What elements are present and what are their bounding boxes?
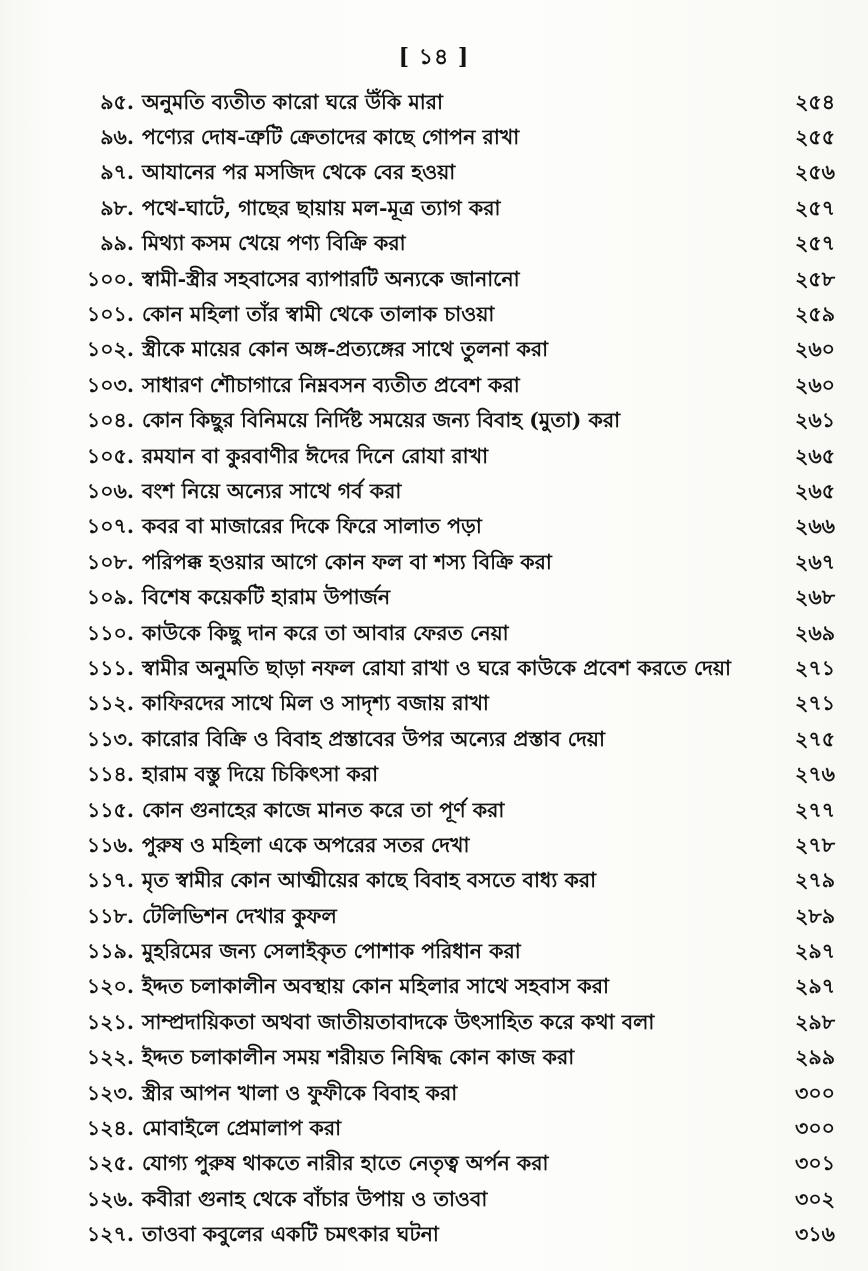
toc-entry-number: ১১২. <box>86 691 134 716</box>
toc-entry-number: ১২৬. <box>86 1186 134 1211</box>
toc-entry <box>60 581 835 616</box>
toc-entry-page: ২৬৫ <box>795 478 835 503</box>
toc-entry <box>60 334 835 369</box>
toc-entry-number: ১২২. <box>86 1045 134 1070</box>
toc-entry <box>60 228 835 263</box>
toc-entry-number: ১০০. <box>86 266 134 291</box>
toc-entry <box>60 157 835 192</box>
toc-entry-page: ২৯৭ <box>795 939 835 964</box>
toc-entry-page: ২৮৯ <box>795 903 835 928</box>
toc-entry-number: ১০২. <box>86 337 134 362</box>
toc-entry-title: কাউকে কিছু দান করে তা আবার ফেরত নেয়া <box>142 620 509 645</box>
toc-entry-number: ১১৮. <box>86 903 134 928</box>
toc-entry-title: মুহরিমের জন্য সেলাইকৃত পোশাক পরিধান করা <box>142 939 521 964</box>
toc-entry-title: তাওবা কবুলের একটি চমৎকার ঘটনা <box>142 1222 439 1247</box>
toc-entry <box>60 440 835 475</box>
toc-entry-title: পথে-ঘাটে, গাছের ছায়ায় মল-মূত্র ত্যাগ করা <box>142 195 501 220</box>
toc-entry <box>60 758 835 793</box>
toc-entry <box>60 1042 835 1077</box>
toc-entry-page: ৩০২ <box>795 1186 835 1211</box>
toc-entry <box>60 86 835 121</box>
toc-entry-page: ২৬৮ <box>795 585 835 610</box>
toc-entry <box>60 652 835 687</box>
toc-entry-title: হারাম বস্তু দিয়ে চিকিৎসা করা <box>142 762 379 787</box>
toc-entry-title: স্বামী-স্ত্রীর সহবাসের ব্যাপারটি অন্যকে জানানো <box>142 266 520 291</box>
toc-entry-title: আযানের পর মসজিদ থেকে বের হওয়া <box>142 160 456 185</box>
toc-entry-number: ১০৮. <box>86 549 134 574</box>
toc-entry-page: ৩১৬ <box>795 1222 835 1247</box>
toc-entry-title: সাম্প্রদায়িকতা অথবা জাতীয়তাবাদকে উৎসাহিত করে কথা বলা <box>142 1009 655 1034</box>
toc-entry-page: ৩০১ <box>795 1151 835 1176</box>
toc-entry-title: স্ত্রীর আপন খালা ও ফুফীকে বিবাহ করা <box>142 1080 458 1105</box>
toc-entry-page: ২৯৮ <box>795 1009 835 1034</box>
toc-entry-title: যোগ্য পুরুষ থাকতে নারীর হাতে নেতৃত্ব অর্পন করা <box>142 1151 549 1176</box>
toc-entry-page: ২৭৫ <box>795 726 835 751</box>
toc-entry <box>60 723 835 758</box>
toc-entry-number: ১১৪. <box>86 762 134 787</box>
toc-entry-title: পুরুষ ও মহিলা একে অপরের সতর দেখা <box>142 832 470 857</box>
toc-entry <box>60 475 835 510</box>
toc-entry <box>60 794 835 829</box>
toc-entry-number: ১০৩. <box>86 372 134 397</box>
toc-entry-number: ১২৫. <box>86 1151 134 1176</box>
toc-entry-page: ২৬৭ <box>795 549 835 574</box>
toc-entry-number: ১২৩. <box>86 1080 134 1105</box>
toc-entry-title: বিশেষ কয়েকটি হারাম উপার্জন <box>142 585 391 610</box>
toc-entry-title: কাফিরদের সাথে মিল ও সাদৃশ্য বজায় রাখা <box>142 691 489 716</box>
toc-entry <box>60 829 835 864</box>
toc-entry-number: ১২১. <box>86 1009 134 1034</box>
toc-entry-title: কোন কিছুর বিনিময়ে নির্দিষ্ট সময়ের জন্য বিবাহ (মুতা) করা <box>142 408 621 433</box>
toc-entry <box>60 1006 835 1041</box>
toc-entry-page: ২৯৭ <box>795 974 835 999</box>
toc-entry-page: ২৫৮ <box>795 266 835 291</box>
toc-entry <box>60 1219 835 1254</box>
toc-entry-number: ১১৯. <box>86 939 134 964</box>
toc-entry <box>60 688 835 723</box>
toc-entry <box>60 192 835 227</box>
toc-entry-page: ২৫৭ <box>795 231 835 256</box>
toc-entry <box>60 405 835 440</box>
toc-entry-page: ২৭৯ <box>795 868 835 893</box>
toc-entry <box>60 900 835 935</box>
toc-entry-title: মিথ্যা কসম খেয়ে পণ্য বিক্রি করা <box>142 231 406 256</box>
toc-entry-number: ১০৭. <box>86 514 134 539</box>
toc-entry-page: ২৬৬ <box>795 514 835 539</box>
toc-entry-number: ১২৭. <box>86 1222 134 1247</box>
toc-entry-page: ৩০০ <box>795 1080 835 1105</box>
toc-entry-number: ৯৭. <box>100 160 134 185</box>
toc-entry-number: ১১৬. <box>86 832 134 857</box>
toc-entry <box>60 1183 835 1218</box>
toc-entry-page: ২৭১ <box>795 691 835 716</box>
toc-entry <box>60 935 835 970</box>
toc-entry-title: পণ্যের দোষ-ত্রুটি ক্রেতাদের কাছে গোপন রাখা <box>142 125 520 150</box>
toc-entry <box>60 511 835 546</box>
toc-entry-title: স্ত্রীকে মায়ের কোন অঙ্গ-প্রত্যঙ্গের সাথে তুলনা করা <box>142 337 549 362</box>
toc-entry-page: ২৯৯ <box>795 1045 835 1070</box>
toc-entry-title: ইদ্দত চলাকালীন অবস্থায় কোন মহিলার সাথে সহবাস করা <box>142 974 609 999</box>
toc-entry-title: ইদ্দত চলাকালীন সময় শরীয়ত নিষিদ্ধ কোন কাজ করা <box>142 1045 575 1070</box>
toc-entry-page: ৩০০ <box>795 1116 835 1141</box>
toc-entry-number: ১১৭. <box>86 868 134 893</box>
toc-entry-page: ২৬০ <box>795 372 835 397</box>
table-of-contents <box>60 86 835 1254</box>
toc-entry-number: ১২৪. <box>86 1116 134 1141</box>
toc-entry <box>60 865 835 900</box>
toc-entry-title: কারোর বিক্রি ও বিবাহ প্রস্তাবের উপর অন্যের প্রস্তাব দেয়া <box>142 726 605 751</box>
toc-entry <box>60 121 835 156</box>
toc-entry-page: ২৬১ <box>795 408 835 433</box>
toc-entry-title: মৃত স্বামীর কোন আত্মীয়ের কাছে বিবাহ বসতে বাধ্য করা <box>142 868 597 893</box>
toc-entry-page: ২৫৯ <box>795 302 835 327</box>
toc-entry-number: ৯৬. <box>100 125 134 150</box>
toc-entry <box>60 971 835 1006</box>
toc-entry-page: ২৭৮ <box>795 832 835 857</box>
toc-entry <box>60 369 835 404</box>
toc-entry-title: কোন গুনাহের কাজে মানত করে তা পূর্ণ করা <box>142 797 505 822</box>
toc-entry-number: ১০৯. <box>86 585 134 610</box>
toc-entry <box>60 263 835 298</box>
toc-entry-number: ১১৩. <box>86 726 134 751</box>
toc-entry-title: কবীরা গুনাহ থেকে বাঁচার উপায় ও তাওবা <box>142 1186 488 1211</box>
toc-entry-number: ১১৫. <box>86 797 134 822</box>
toc-entry-page: ২৬৯ <box>795 620 835 645</box>
page-number: [ ১৪ ] <box>398 44 470 70</box>
toc-entry <box>60 546 835 581</box>
toc-entry-title: মোবাইলে প্রেমালাপ করা <box>142 1116 342 1141</box>
toc-entry-page: ২৫৫ <box>795 125 835 150</box>
toc-entry-title: রমযান বা কুরবাণীর ঈদের দিনে রোযা রাখা <box>142 443 489 468</box>
toc-entry <box>60 298 835 333</box>
toc-entry-page: ২৬৫ <box>795 443 835 468</box>
toc-entry-page: ২৫৭ <box>795 195 835 220</box>
toc-entry-title: সাধারণ শৌচাগারে নিম্নবসন ব্যতীত প্রবেশ করা <box>142 372 520 397</box>
toc-entry-page: ২৭৬ <box>795 762 835 787</box>
toc-entry <box>60 1077 835 1112</box>
toc-entry-page: ২৬০ <box>795 337 835 362</box>
toc-entry-number: ১০৫. <box>86 443 134 468</box>
toc-entry-number: ১২০. <box>86 974 134 999</box>
toc-entry <box>60 1148 835 1183</box>
toc-entry-number: ১০৪. <box>86 408 134 433</box>
toc-entry-page: ২৫৬ <box>795 160 835 185</box>
toc-entry-number: ৯৮. <box>100 195 134 220</box>
toc-entry-page: ২৭১ <box>795 655 835 680</box>
toc-entry-page: ২৫৪ <box>795 89 835 114</box>
toc-entry-number: ১০১. <box>86 302 134 327</box>
toc-entry-page: ২৭৭ <box>795 797 835 822</box>
toc-entry-number: ৯৯. <box>100 231 134 256</box>
toc-entry <box>60 1112 835 1147</box>
toc-entry-number: ১০৬. <box>86 478 134 503</box>
toc-entry-number: ১১০. <box>86 620 134 645</box>
toc-entry-title: টেলিভিশন দেখার কুফল <box>142 903 337 928</box>
toc-entry-title: অনুমতি ব্যতীত কারো ঘরে উঁকি মারা <box>142 89 443 114</box>
toc-entry-number: ১১১. <box>86 655 134 680</box>
toc-entry-title: পরিপক্ক হওয়ার আগে কোন ফল বা শস্য বিক্রি করা <box>142 549 552 574</box>
toc-entry-number: ৯৫. <box>100 89 134 114</box>
toc-entry-title: কবর বা মাজারের দিকে ফিরে সালাত পড়া <box>142 514 482 539</box>
toc-entry-title: বংশ নিয়ে অন্যের সাথে গর্ব করা <box>142 478 402 503</box>
toc-entry <box>60 617 835 652</box>
toc-entry-title: স্বামীর অনুমতি ছাড়া নফল রোযা রাখা ও ঘরে কাউকে প্রবেশ করতে দেয়া <box>142 655 731 680</box>
toc-entry-title: কোন মহিলা তাঁর স্বামী থেকে তালাক চাওয়া <box>142 302 495 327</box>
